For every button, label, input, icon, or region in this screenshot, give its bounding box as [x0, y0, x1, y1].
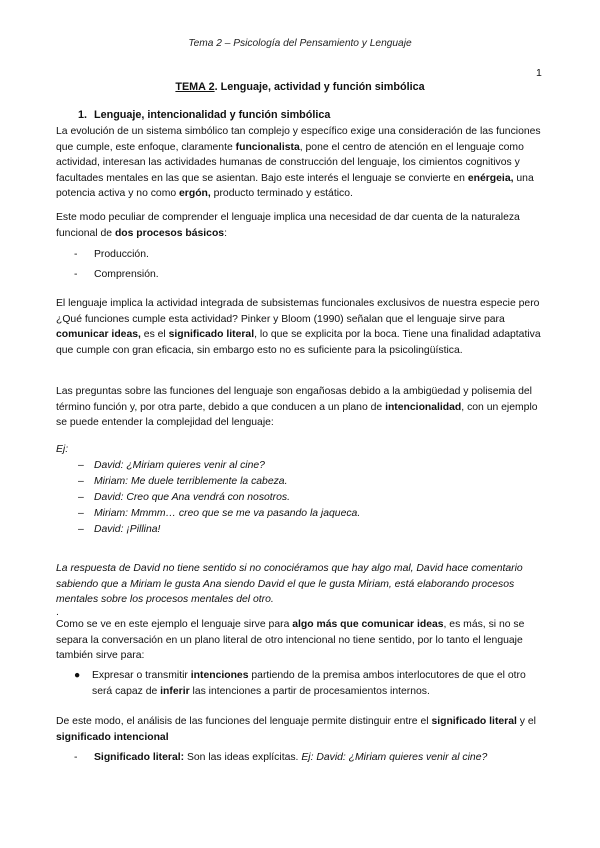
text-run: De este modo, el análisis de las funciones del lenguaje permite distinguir entre el: [56, 716, 432, 727]
section-title: Lenguaje, intencionalidad y función simbólica: [94, 109, 331, 121]
text-run: Este modo peculiar de comprender el lenguaje implica una necesidad de dar cuenta de la naturaleza funcional de: [56, 212, 520, 239]
text-run: , pone el centro de atención en el lenguaje como actividad, interesan las actividades humanas de construcción del lenguaje, los cimientos cognitivos y facultades mentales en las que se asientan. Bajo este interés el lenguaje se convierte en: [56, 141, 524, 184]
example-text: David: ¿Miriam quieres venir al cine?: [94, 460, 265, 471]
bold-term: dos procesos básicos: [114, 227, 225, 239]
paragraph-7: [56, 714, 546, 745]
example-text: Ej: David: ¿Miriam quieres venir al cine?: [301, 752, 488, 763]
list-item-text: Producción.: [94, 249, 149, 260]
title-topic: TEMA 2: [175, 81, 215, 93]
bold-term: inferir: [160, 685, 190, 697]
example-line: – David: ¿Miriam quieres venir al cine?: [78, 460, 265, 471]
bold-term: Significado literal:: [94, 752, 185, 763]
example-text: David: ¡Pillina!: [94, 524, 161, 535]
bold-term: comunicar ideas,: [56, 329, 141, 341]
definition-item: - Significado literal: Son las ideas explícitas. Ej: David: ¿Miriam quieres venir al cine?: [74, 752, 488, 763]
text-run: La evolución de un sistema simbólico tan complejo y específico exige una consideración de las funciones que cumple, este enfoque, claramente: [56, 126, 541, 153]
text-run: las intenciones a partir de procesamientos internos.: [189, 685, 430, 697]
text-run: Expresar o transmitir: [92, 670, 191, 681]
paragraph-2: [56, 210, 546, 241]
text-run: es el: [140, 329, 169, 341]
stray-dot: .: [56, 607, 59, 618]
text-run: , lo que se explicita por la boca. Tiene una finalidad adaptativa que cumple con gran eficacia, sin embargo esto no es suficiente para la psicolingüística.: [56, 329, 541, 356]
text-run: Son las ideas explícitas.: [184, 752, 302, 763]
list-item-text: Comprensión.: [94, 269, 159, 280]
bold-term: intenciones: [190, 670, 249, 681]
bullet-dot-icon: ●: [74, 670, 81, 681]
bold-term: significado intencional: [56, 731, 169, 743]
text-run: una potencia activa y no como: [56, 172, 534, 200]
bold-term: ergón,: [179, 188, 211, 200]
text-run: producto terminado y estático.: [210, 188, 353, 200]
paragraph-6: [56, 617, 546, 664]
list-item: - Comprensión.: [74, 269, 159, 280]
example-line: – David: Creo que Ana vendrá con nosotros.: [78, 492, 290, 503]
page-number: 1: [536, 67, 542, 79]
example-line: – Miriam: Me duele terriblemente la cabeza.: [78, 476, 288, 487]
example-line: – Miriam: Mmmm… creo que se me va pasando la jaqueca.: [78, 508, 361, 519]
example-text: Miriam: Mmmm… creo que se me va pasando la jaqueca.: [94, 508, 361, 519]
text-run: Como se ve en este ejemplo el lenguaje sirve para: [56, 619, 293, 630]
bold-term: algo más que comunicar ideas: [292, 619, 444, 630]
text-run: , es más, si no se separa la conversación en un plano literal de otro intencional no tiene sentido, por lo tanto el lenguaje también sirve para:: [56, 619, 525, 662]
example-label: Ej:: [56, 444, 69, 455]
page-header: Tema 2 – Psicología del Pensamiento y Lenguaje: [188, 38, 412, 49]
paragraph-4: [56, 384, 546, 431]
paragraph-5: La respuesta de David no tiene sentido si no conociéramos que hay algo mal, David hace comentario sabiendo que a Miriam le gusta Ana siendo David el que le gusta Miriam, está elaborando procesos mentales sobre los procesos mentales del otro.: [56, 563, 523, 606]
text-run: El lenguaje implica la actividad integrada de subsistemas funcionales exclusivos de nuestra especie pero ¿Qué funciones cumple esta actividad? Pinker y Bloom (1990) señalan que el lenguaje sirve para: [56, 298, 540, 325]
list-item: - Producción.: [74, 249, 149, 260]
section-heading: [78, 108, 330, 124]
text-run: y el: [516, 716, 536, 727]
bullet-item: [74, 668, 534, 699]
text-run: , con un ejemplo se puede entender la complejidad del lenguaje:: [56, 401, 538, 429]
paragraph-1: [56, 124, 546, 202]
bold-term: significado literal: [168, 329, 255, 341]
bold-term: funcionalista: [235, 141, 300, 153]
bold-term: significado literal: [431, 716, 517, 727]
paragraph-3: [56, 296, 546, 358]
example-text: David: Creo que Ana vendrá con nosotros.: [94, 492, 290, 503]
bold-term: intencionalidad: [385, 401, 462, 413]
section-number: 1.: [78, 109, 88, 121]
text-run: :: [224, 227, 227, 239]
title-rest: . Lenguaje, actividad y función simbólica: [214, 81, 425, 93]
document-title: [0, 80, 600, 96]
example-text: Miriam: Me duele terriblemente la cabeza.: [94, 476, 288, 487]
text-run: Las preguntas sobre las funciones del lenguaje son engañosas debido a la ambigüedad y polisemia del término función y, por otra parte, debido a que conducen a un plano de: [56, 386, 532, 413]
bold-term: enérgeia,: [467, 172, 514, 184]
example-line: – David: ¡Pillina!: [78, 524, 161, 535]
text-run: partiendo de la premisa ambos interlocutores de que el otro será capaz de: [92, 670, 526, 697]
